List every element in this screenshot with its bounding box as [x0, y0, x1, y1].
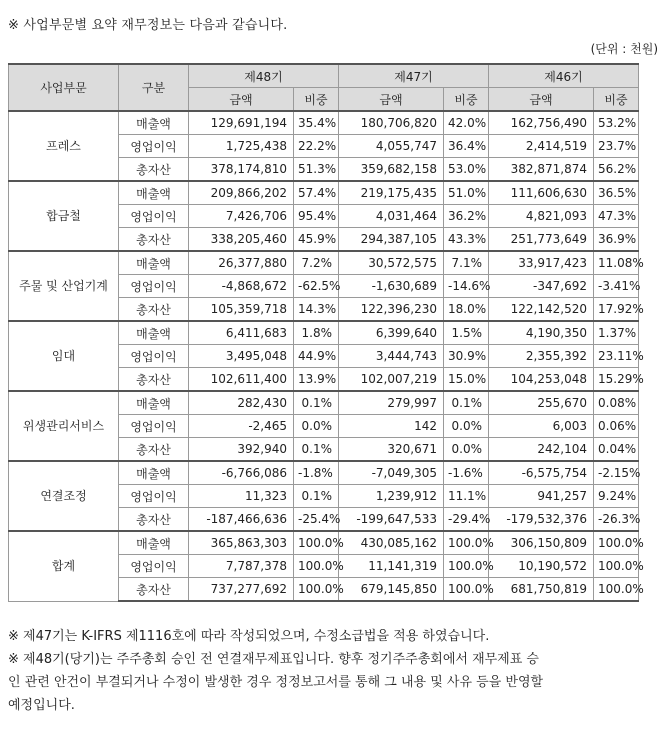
table-body — [9, 111, 644, 601]
ratio-cell: 56.2% — [594, 158, 639, 182]
row-item-label: 총자산 — [119, 158, 189, 182]
amount-cell: 180,706,820 — [339, 111, 444, 135]
amount-cell: 142 — [339, 415, 444, 438]
amount-cell: 3,495,048 — [189, 345, 294, 368]
ratio-cell: 1.37% — [594, 321, 639, 345]
table-row — [9, 531, 639, 555]
ratio-cell: 0.0% — [444, 415, 489, 438]
amount-cell: 162,756,490 — [489, 111, 594, 135]
amount-cell: 392,940 — [189, 438, 294, 462]
amount-cell: 26,377,880 — [189, 251, 294, 275]
amount-cell: -179,532,376 — [489, 508, 594, 532]
amount-cell: 251,773,649 — [489, 228, 594, 252]
row-item-label: 매출액 — [119, 181, 189, 205]
amount-cell: 306,150,809 — [489, 531, 594, 555]
ratio-cell: 0.0% — [444, 438, 489, 462]
ratio-cell: 23.11% — [594, 345, 639, 368]
amount-cell: -347,692 — [489, 275, 594, 298]
table-row — [9, 321, 639, 345]
ratio-cell: 100.0% — [594, 531, 639, 555]
segment-financial-table — [8, 63, 644, 602]
ratio-cell: 22.2% — [294, 135, 339, 158]
ratio-cell: 95.4% — [294, 205, 339, 228]
amount-cell: 242,104 — [489, 438, 594, 462]
amount-cell: -1,630,689 — [339, 275, 444, 298]
amount-cell: 320,671 — [339, 438, 444, 462]
header-ratio: 비중 — [594, 88, 639, 112]
segment-name: 프레스 — [9, 111, 119, 181]
amount-cell: 282,430 — [189, 391, 294, 415]
segment-name: 합계 — [9, 531, 119, 601]
amount-cell: 209,866,202 — [189, 181, 294, 205]
ratio-cell: 9.24% — [594, 485, 639, 508]
row-item-label: 매출액 — [119, 251, 189, 275]
ratio-cell: -2.15% — [594, 461, 639, 485]
ratio-cell: 36.9% — [594, 228, 639, 252]
amount-cell: 4,055,747 — [339, 135, 444, 158]
amount-cell: 681,750,819 — [489, 578, 594, 602]
amount-cell: 378,174,810 — [189, 158, 294, 182]
amount-cell: 11,141,319 — [339, 555, 444, 578]
intro-text: ※ 사업부문별 요약 재무정보는 다음과 같습니다. — [8, 18, 288, 33]
table-row — [9, 181, 639, 205]
amount-cell: 102,611,400 — [189, 368, 294, 392]
ratio-cell: 0.1% — [444, 391, 489, 415]
header-segment: 사업부문 — [9, 64, 119, 111]
ratio-cell: -14.6% — [444, 275, 489, 298]
ratio-cell: -62.5% — [294, 275, 339, 298]
ratio-cell: 100.0% — [594, 555, 639, 578]
ratio-cell: 100.0% — [294, 531, 339, 555]
ratio-cell: -1.6% — [444, 461, 489, 485]
amount-cell: 3,444,743 — [339, 345, 444, 368]
unit-label: (단위 : 천원) — [590, 42, 658, 56]
ratio-cell: 100.0% — [444, 531, 489, 555]
amount-cell: 129,691,194 — [189, 111, 294, 135]
ratio-cell: 15.29% — [594, 368, 639, 392]
amount-cell: 6,411,683 — [189, 321, 294, 345]
amount-cell: 11,323 — [189, 485, 294, 508]
header-amount: 금액 — [189, 88, 294, 112]
row-item-label: 총자산 — [119, 508, 189, 532]
ratio-cell: 15.0% — [444, 368, 489, 392]
ratio-cell: 53.0% — [444, 158, 489, 182]
segment-name: 위생관리서비스 — [9, 391, 119, 461]
ratio-cell: 100.0% — [594, 578, 639, 602]
footnotes — [8, 625, 548, 717]
ratio-cell: 0.08% — [594, 391, 639, 415]
ratio-cell: 43.3% — [444, 228, 489, 252]
ratio-cell: 7.2% — [294, 251, 339, 275]
row-item-label: 매출액 — [119, 531, 189, 555]
amount-cell: 2,414,519 — [489, 135, 594, 158]
amount-cell: 7,426,706 — [189, 205, 294, 228]
ratio-cell: 14.3% — [294, 298, 339, 322]
amount-cell: 102,007,219 — [339, 368, 444, 392]
footnote: ※ 제47기는 K-IFRS 제1116호에 따라 작성되었으며, 수정소급법을 적용 하였습니다. — [8, 629, 490, 644]
amount-cell: 2,355,392 — [489, 345, 594, 368]
amount-cell: 359,682,158 — [339, 158, 444, 182]
row-item-label: 영업이익 — [119, 205, 189, 228]
amount-cell: 122,142,520 — [489, 298, 594, 322]
row-item-label: 총자산 — [119, 298, 189, 322]
row-item-label: 매출액 — [119, 461, 189, 485]
amount-cell: 1,725,438 — [189, 135, 294, 158]
ratio-cell: 11.08% — [594, 251, 639, 275]
amount-cell: 33,917,423 — [489, 251, 594, 275]
amount-cell: 219,175,435 — [339, 181, 444, 205]
amount-cell: 30,572,575 — [339, 251, 444, 275]
ratio-cell: 0.0% — [294, 415, 339, 438]
amount-cell: -199,647,533 — [339, 508, 444, 532]
ratio-cell: 36.5% — [594, 181, 639, 205]
ratio-cell: 42.0% — [444, 111, 489, 135]
amount-cell: -4,868,672 — [189, 275, 294, 298]
header-ratio: 비중 — [294, 88, 339, 112]
ratio-cell: 100.0% — [294, 555, 339, 578]
amount-cell: 382,871,874 — [489, 158, 594, 182]
ratio-cell: 100.0% — [444, 578, 489, 602]
ratio-cell: 17.92% — [594, 298, 639, 322]
amount-cell: 104,253,048 — [489, 368, 594, 392]
ratio-cell: 30.9% — [444, 345, 489, 368]
amount-cell: 1,239,912 — [339, 485, 444, 508]
ratio-cell: 0.06% — [594, 415, 639, 438]
ratio-cell: 13.9% — [294, 368, 339, 392]
amount-cell: -6,575,754 — [489, 461, 594, 485]
ratio-cell: 57.4% — [294, 181, 339, 205]
amount-cell: 279,997 — [339, 391, 444, 415]
amount-cell: -7,049,305 — [339, 461, 444, 485]
ratio-cell: -26.3% — [594, 508, 639, 532]
row-item-label: 매출액 — [119, 391, 189, 415]
segment-name: 임대 — [9, 321, 119, 391]
ratio-cell: 0.1% — [294, 391, 339, 415]
ratio-cell: -25.4% — [294, 508, 339, 532]
header-ratio: 비중 — [444, 88, 489, 112]
ratio-cell: 0.1% — [294, 485, 339, 508]
footnote: ※ 제48기(당기)는 주주총회 승인 전 연결재무제표입니다. 향후 정기주주총회에서 재무제표 승인 관련 안건이 부결되거나 수정이 발생한 경우 정정보고서를 통해 그 내용 및 사유 등을 반영할 예정입니다. — [8, 652, 544, 713]
amount-cell: 294,387,105 — [339, 228, 444, 252]
amount-cell: 4,031,464 — [339, 205, 444, 228]
amount-cell: 105,359,718 — [189, 298, 294, 322]
ratio-cell: 47.3% — [594, 205, 639, 228]
ratio-cell: 100.0% — [294, 578, 339, 602]
row-item-label: 총자산 — [119, 368, 189, 392]
ratio-cell: 0.04% — [594, 438, 639, 462]
header-period-46: 제46기 — [489, 64, 639, 88]
row-item-label: 영업이익 — [119, 555, 189, 578]
amount-cell: 4,821,093 — [489, 205, 594, 228]
header-type: 구분 — [119, 64, 189, 111]
amount-cell: 430,085,162 — [339, 531, 444, 555]
ratio-cell: 11.1% — [444, 485, 489, 508]
amount-cell: 338,205,460 — [189, 228, 294, 252]
table-row — [9, 111, 639, 135]
header-period-48: 제48기 — [189, 64, 339, 88]
ratio-cell: 18.0% — [444, 298, 489, 322]
row-item-label: 총자산 — [119, 438, 189, 462]
amount-cell: 679,145,850 — [339, 578, 444, 602]
ratio-cell: 1.8% — [294, 321, 339, 345]
segment-name: 합금철 — [9, 181, 119, 251]
amount-cell: 4,190,350 — [489, 321, 594, 345]
ratio-cell: 53.2% — [594, 111, 639, 135]
row-item-label: 총자산 — [119, 578, 189, 602]
amount-cell: 365,863,303 — [189, 531, 294, 555]
ratio-cell: 51.3% — [294, 158, 339, 182]
segment-name: 주물 및 산업기계 — [9, 251, 119, 321]
row-item-label: 영업이익 — [119, 345, 189, 368]
ratio-cell: -29.4% — [444, 508, 489, 532]
header-amount: 금액 — [339, 88, 444, 112]
ratio-cell: 45.9% — [294, 228, 339, 252]
ratio-cell: 23.7% — [594, 135, 639, 158]
row-item-label: 매출액 — [119, 111, 189, 135]
amount-cell: 6,399,640 — [339, 321, 444, 345]
ratio-cell: 1.5% — [444, 321, 489, 345]
ratio-cell: 44.9% — [294, 345, 339, 368]
header-period-47: 제47기 — [339, 64, 489, 88]
amount-cell: 255,670 — [489, 391, 594, 415]
row-item-label: 영업이익 — [119, 415, 189, 438]
row-item-label: 영업이익 — [119, 275, 189, 298]
segment-name: 연결조정 — [9, 461, 119, 531]
ratio-cell: 7.1% — [444, 251, 489, 275]
row-item-label: 매출액 — [119, 321, 189, 345]
amount-cell: 6,003 — [489, 415, 594, 438]
ratio-cell: -3.41% — [594, 275, 639, 298]
amount-cell: 10,190,572 — [489, 555, 594, 578]
table-row — [9, 461, 639, 485]
ratio-cell: 100.0% — [444, 555, 489, 578]
row-item-label: 총자산 — [119, 228, 189, 252]
amount-cell: -187,466,636 — [189, 508, 294, 532]
header-amount: 금액 — [489, 88, 594, 112]
amount-cell: -6,766,086 — [189, 461, 294, 485]
ratio-cell: 0.1% — [294, 438, 339, 462]
ratio-cell: 36.4% — [444, 135, 489, 158]
ratio-cell: -1.8% — [294, 461, 339, 485]
ratio-cell: 35.4% — [294, 111, 339, 135]
table-row — [9, 391, 639, 415]
amount-cell: -2,465 — [189, 415, 294, 438]
amount-cell: 7,787,378 — [189, 555, 294, 578]
amount-cell: 941,257 — [489, 485, 594, 508]
amount-cell: 737,277,692 — [189, 578, 294, 602]
table-row — [9, 251, 639, 275]
ratio-cell: 51.0% — [444, 181, 489, 205]
amount-cell: 122,396,230 — [339, 298, 444, 322]
amount-cell: 111,606,630 — [489, 181, 594, 205]
ratio-cell: 36.2% — [444, 205, 489, 228]
row-item-label: 영업이익 — [119, 485, 189, 508]
row-item-label: 영업이익 — [119, 135, 189, 158]
